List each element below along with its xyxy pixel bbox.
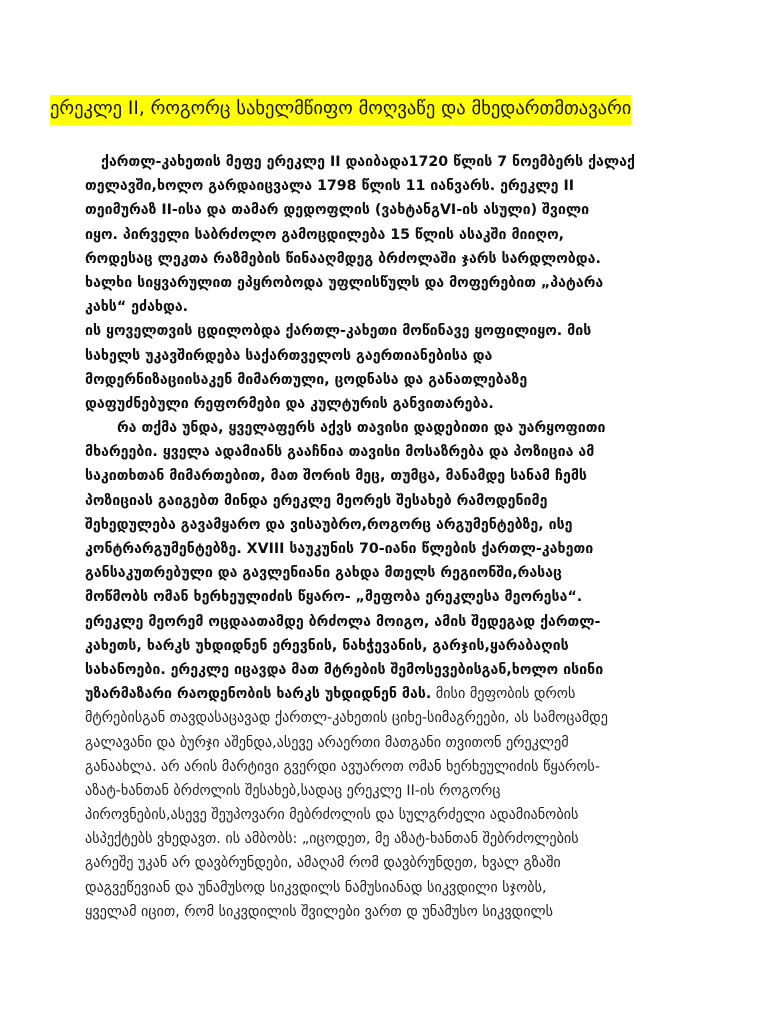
- text-line: ხალხი სიყვარულით ეპყრობოდა უფლისწულს და მოფერებით „პატარა: [85, 274, 604, 291]
- text-line: ერეკლე მეორემ ოცდაათამდე ბრძოლა მოიგო, ამის შედეგად ქართლ-: [85, 613, 601, 630]
- text-line: ყველამ იცით, რომ სიკვდილის შვილები ვართ დ უნამუსო სიკვდილს: [85, 903, 554, 920]
- text-line: იყო. პირველი საბრძოლო გამოცდილება 15 წლის ასაკში მიიღო,: [85, 226, 565, 243]
- text-line: სახანოები. ერეკლე იცავდა მათ მტრების შემოსევებისგან,ხოლო ისინი: [85, 661, 604, 678]
- text-line: [85, 682, 695, 706]
- text-line: კახეთს, ხარკს უხდიდნენ ერევნის, ნახჭევანის, გარჯის,ყარაბაღის: [85, 637, 569, 654]
- text-line: პოზიციას გაიგებთ მინდა ერეკლე მეორეს შესახებ რამოდენიმე: [85, 492, 548, 509]
- text-line: კახს“ ეძახდა.: [85, 299, 189, 316]
- document-title: ერეკლე II, როგორც სახელმწიფო მოღვაწე და მხედართმთავარი: [50, 95, 631, 125]
- text-line: თელავში,ხოლო გარდაიცვალა 1798 წლის 11 იანვარს. ერეკლე II: [85, 178, 575, 195]
- text-line: დაგვეწევიან და უნამუსოდ სიკვდილს ნამუსიანად სიკვდილი სჯობს,: [85, 879, 547, 896]
- text-line: მტრებისგან თავდასაცავად ქართლ-კახეთის ციხე-სიმაგრეები, ას სამოცამდე: [85, 710, 608, 727]
- text-line: მხარეები. ყველა ადამიანს გააჩნია თავისი მოსაზრება და პოზიცია ამ: [85, 444, 595, 461]
- text-line: გალავანი და ბურჯი აშენდა,ასევე არაერთი მათგანი თვითონ ერეკლემ: [85, 734, 569, 751]
- text-line: როდესაც ლეკთა რაზმების წინააღმდეგ ბრძოლაში ჯარს სარდლობდა.: [85, 250, 601, 267]
- text-line: სახელს უკავშირდება საქართველოს გაერთიანებისა და: [85, 347, 493, 364]
- text-line: პიროვნების,ასევე შეუპოვარი მებრძოლის და სულგრძელი ადამიანობის: [85, 807, 579, 824]
- text-line: აზატ-ხანთან ბრძოლის შესახებ,სადაც ერეკლე II-ის როგორც: [85, 782, 501, 799]
- text-line: ის ყოველთვის ცდილობდა ქართლ-კახეთი მოწინავე ყოფილიყო. მის: [85, 323, 592, 340]
- text-line: საკითხთან მიმართებით, მათ შორის მეც, თუმცა, მანამდე სანამ ჩემს: [85, 468, 587, 485]
- text-segment-bold: უზარმაზარი რაოდენობის ხარკს უხდიდნენ მას.: [85, 686, 432, 703]
- text-line: რა თქმა უნდა, ყველაფერს აქვს თავისი დადებითი და უარყოფითი: [117, 420, 606, 437]
- document-body: [85, 150, 695, 924]
- text-line: ქართლ-კახეთის მეფე ერეკლე II დაიბადა1720 წლის 7 ნოემბერს ქალაქ: [101, 154, 635, 170]
- text-line: განსაკუთრებული და გავლენიანი გახდა მთელს რეგიონში,რასაც: [85, 565, 562, 582]
- text-segment-light: მისი მეფობის დროს: [435, 686, 576, 703]
- text-line: განაახლა. არ არის მარტივი გვერდი ავუაროთ ომან ხერხეულიძის წყაროს-: [85, 758, 600, 775]
- text-line: შეხედულება გავამყარო და ვისაუბრო,როგორც არგუმენტებზე, ისე: [85, 516, 573, 533]
- text-line: კონტრარგუმენტებზე. XVIII საუკუნის 70-იანი წლების ქართლ-კახეთი: [85, 541, 594, 557]
- text-line: დაფუძნებული რეფორმები და კულტურის განვითარება.: [85, 395, 494, 412]
- text-line: მოწმობს ომან ხერხეულიძის წყარო- „მეფობა ერეკლესა მეორესა“.: [85, 589, 583, 606]
- text-line: ასპექტებს ვხედავთ. ის ამბობს: „იცოდეთ, მე აზატ-ხანთან შებრძოლების: [85, 831, 579, 848]
- text-line: თეიმურაზ II-ისა და თამარ დედოფლის (ვახტანგVI-ის ასული) შვილი: [85, 202, 590, 219]
- text-line: მოდერნიზაციისაკენ მიმართული, ცოდნასა და განათლებაზე: [85, 371, 528, 388]
- text-line: გარეშე უკან არ დავბრუნდები, ამაღამ რომ დავბრუნდეთ, ხვალ გზაში: [85, 855, 561, 872]
